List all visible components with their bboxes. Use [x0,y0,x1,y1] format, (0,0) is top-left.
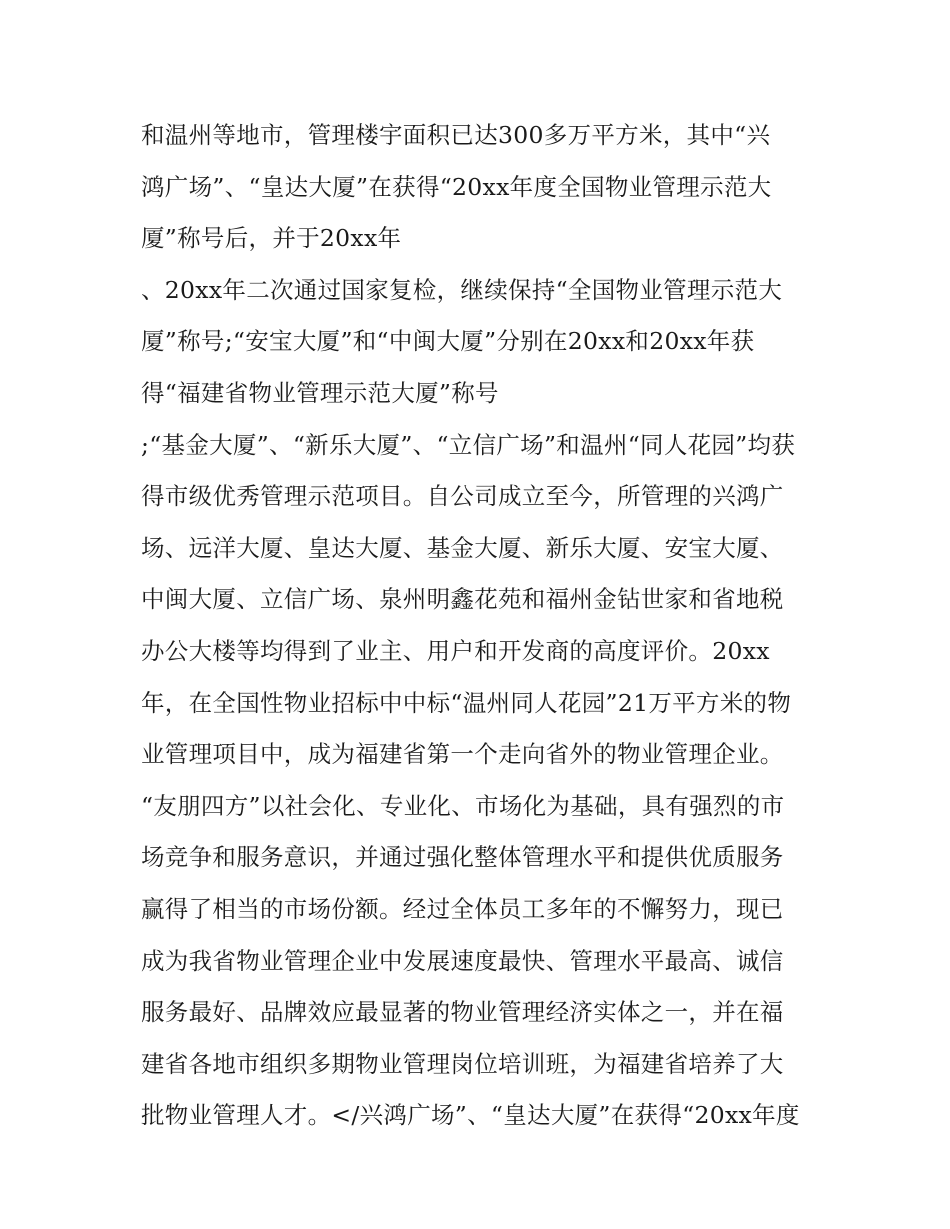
text-line: 业管理项目中，成为福建省第一个走向省外的物业管理企业。 [141,740,784,769]
text-line: 、20xx年二次通过国家复检，继续保持“全国物业管理示范大 [141,275,783,304]
text-line: 服务最好、品牌效应最显著的物业管理经济实体之一，并在福 [141,998,784,1027]
text-line: 鸿广场”、“皇达大厦”在获得“20xx年度全国物业管理示范大 [141,172,772,201]
text-line: 场、远洋大厦、皇达大厦、基金大厦、新乐大厦、安宝大厦、 [141,533,784,562]
text-line: “友朋四方”以社会化、专业化、市场化为基础，具有强烈的市 [141,791,785,820]
text-line: 年，在全国性物业招标中中标“温州同人花园”21万平方米的物 [141,688,792,717]
text-line: 办公大楼等均得到了业主、用户和开发商的高度评价。20xx [141,636,770,665]
text-line: 得“福建省物业管理示范大厦”称号 [141,378,499,407]
text-line: 厦”称号后，并于20xx年 [141,224,402,253]
text-line: ;“基金大厦”、“新乐大厦”、“立信广场”和温州“同人花园”均获 [141,430,796,459]
text-line: 批物业管理人才。</兴鸿广场”、“皇达大厦”在获得“20xx年度 [141,1101,800,1130]
body-text [141,110,821,1142]
text-line: 建省各地市组织多期物业管理岗位培训班，为福建省培养了大 [141,1049,784,1078]
text-line: 赢得了相当的市场份额。经过全体员工多年的不懈努力，现已 [141,894,784,923]
text-line: 成为我省物业管理企业中发展速度最快、管理水平最高、诚信 [141,946,784,975]
text-line: 场竞争和服务意识，并通过强化整体管理水平和提供优质服务 [141,843,784,872]
text-line: 厦”称号;“安宝大厦”和“中闽大厦”分别在20xx和20xx年获 [141,327,755,356]
text-line: 得市级优秀管理示范项目。自公司成立至今，所管理的兴鸿广 [141,482,784,511]
text-line: 和温州等地市，管理楼宇面积已达300多万平方米，其中“兴 [141,121,771,149]
text-line: 中闽大厦、立信广场、泉州明鑫花苑和福州金钻世家和省地税 [141,585,784,614]
